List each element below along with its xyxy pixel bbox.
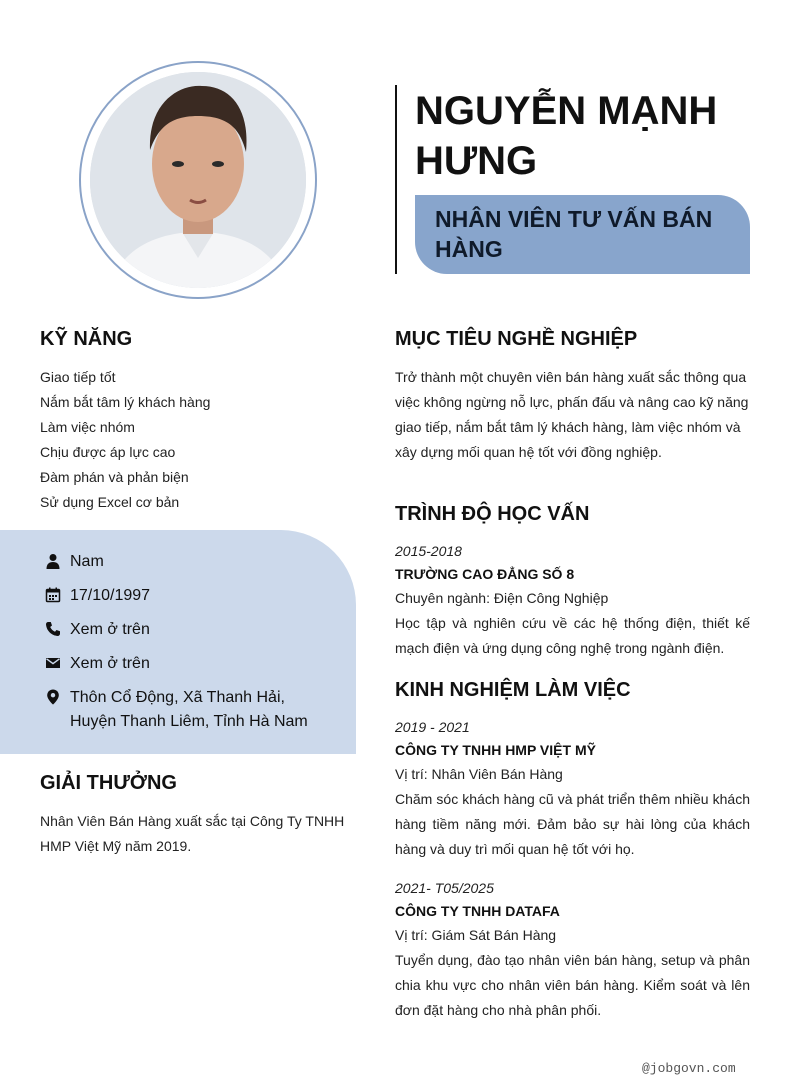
job-1-desc-line-3: hàng và duy trì mối quan hệ tốt với họ. xyxy=(395,841,635,857)
skills-heading: KỸ NĂNG xyxy=(40,328,133,350)
role-banner xyxy=(415,195,750,274)
objective-text xyxy=(395,365,755,465)
birthday-value: 17/10/1997 xyxy=(70,587,151,604)
job-2-desc-line-1: Tuyển dụng, đào tạo nhân viên bán hàng, setup và phân xyxy=(395,952,750,968)
skills-list xyxy=(40,365,210,515)
awards-line-1: Nhân Viên Bán Hàng xuất sắc tại Công Ty TNHH xyxy=(40,813,345,829)
objective-line-4: xây dựng mối quan hệ tốt với đồng nghiệp. xyxy=(395,444,662,460)
objective-line-1: Trở thành một chuyên viên bán hàng xuất sắc thông qua xyxy=(395,369,747,385)
calendar-icon xyxy=(44,584,61,606)
job-2-period: 2021- T05/2025 xyxy=(395,880,494,896)
education-period: 2015-2018 xyxy=(395,543,462,559)
address-line-2: Huyện Thanh Liêm, Tỉnh Hà Nam xyxy=(70,713,308,730)
gender-value: Nam xyxy=(70,553,104,570)
location-pin-icon xyxy=(44,686,61,708)
phone-value: Xem ở trên xyxy=(70,621,150,638)
skill-item: Giao tiếp tốt xyxy=(40,369,116,385)
phone-row xyxy=(44,618,150,642)
job-2-desc-line-3: đơn đặt hàng cho nhà phân phối. xyxy=(395,1002,602,1018)
phone-icon xyxy=(44,618,61,640)
job-1-description xyxy=(395,787,750,862)
job-2-position: Vị trí: Giám Sát Bán Hàng xyxy=(395,927,557,943)
awards-line-2: HMP Việt Mỹ năm 2019. xyxy=(40,838,192,854)
job-1-period: 2019 - 2021 xyxy=(395,719,470,735)
gender-row xyxy=(44,550,104,574)
job-1-desc-line-1: Chăm sóc khách hàng cũ và phát triển thêm nhiều khách xyxy=(395,791,750,807)
skill-item: Sử dụng Excel cơ bản xyxy=(40,494,180,510)
job-2-desc-line-2: chia khu vực cho nhân viên bán hàng. Kiểm soát và lên xyxy=(395,977,750,993)
job-1-desc-line-2: hàng tiềm năng mới. Đảm bảo sự hài lòng của khách xyxy=(395,816,750,832)
email-value: Xem ở trên xyxy=(70,655,150,672)
role-line-2: HÀNG xyxy=(435,236,503,262)
name-divider xyxy=(395,85,397,274)
education-desc-line-1: Học tập và nghiên cứu về các hệ thống điện, thiết kế xyxy=(395,615,750,631)
education-heading: TRÌNH ĐỘ HỌC VẤN xyxy=(395,503,590,525)
objective-heading: MỤC TIÊU NGHỀ NGHIỆP xyxy=(395,328,638,350)
skill-item: Làm việc nhóm xyxy=(40,419,135,435)
email-icon xyxy=(44,652,61,674)
job-1-company: CÔNG TY TNHH HMP VIỆT MỸ xyxy=(395,742,596,758)
address-line-1: Thôn Cổ Động, Xã Thanh Hải, xyxy=(70,689,285,706)
education-school: TRƯỜNG CAO ĐẲNG SỐ 8 xyxy=(395,566,575,582)
experience-heading: KINH NGHIỆM LÀM VIỆC xyxy=(395,679,631,701)
skill-item: Nắm bắt tâm lý khách hàng xyxy=(40,394,211,410)
name-line-2: HƯNG xyxy=(415,139,538,183)
profile-photo xyxy=(90,72,306,288)
awards-heading: GIẢI THƯỞNG xyxy=(40,772,177,794)
person-icon xyxy=(44,550,61,572)
birthday-row xyxy=(44,584,150,608)
job-1-position: Vị trí: Nhân Viên Bán Hàng xyxy=(395,766,563,782)
address-value xyxy=(70,686,308,734)
objective-line-2: việc không ngừng nỗ lực, phấn đấu và nâng cao kỹ năng xyxy=(395,394,749,410)
education-major: Chuyên ngành: Điện Công Nghiệp xyxy=(395,590,609,606)
job-2-company: CÔNG TY TNHH DATAFA xyxy=(395,903,560,919)
candidate-name xyxy=(415,86,775,186)
name-line-1: NGUYỄN MẠNH xyxy=(415,89,718,133)
role-line-1: NHÂN VIÊN TƯ VẤN BÁN xyxy=(435,206,713,232)
education-description xyxy=(395,611,750,661)
email-row xyxy=(44,652,150,676)
profile-photo-illustration xyxy=(90,72,306,288)
skill-item: Đàm phán và phản biện xyxy=(40,469,189,485)
skill-item: Chịu được áp lực cao xyxy=(40,444,176,460)
education-desc-line-2: mạch điện và ứng dụng công nghệ trong ngành điện. xyxy=(395,640,725,656)
awards-text xyxy=(40,809,360,859)
job-2-description xyxy=(395,948,750,1023)
address-row xyxy=(44,686,308,734)
watermark: @jobgovn.com xyxy=(642,1061,736,1076)
profile-photo-frame xyxy=(79,61,317,299)
objective-line-3: giao tiếp, nắm bắt tâm lý khách hàng, làm việc nhóm và xyxy=(395,419,741,435)
